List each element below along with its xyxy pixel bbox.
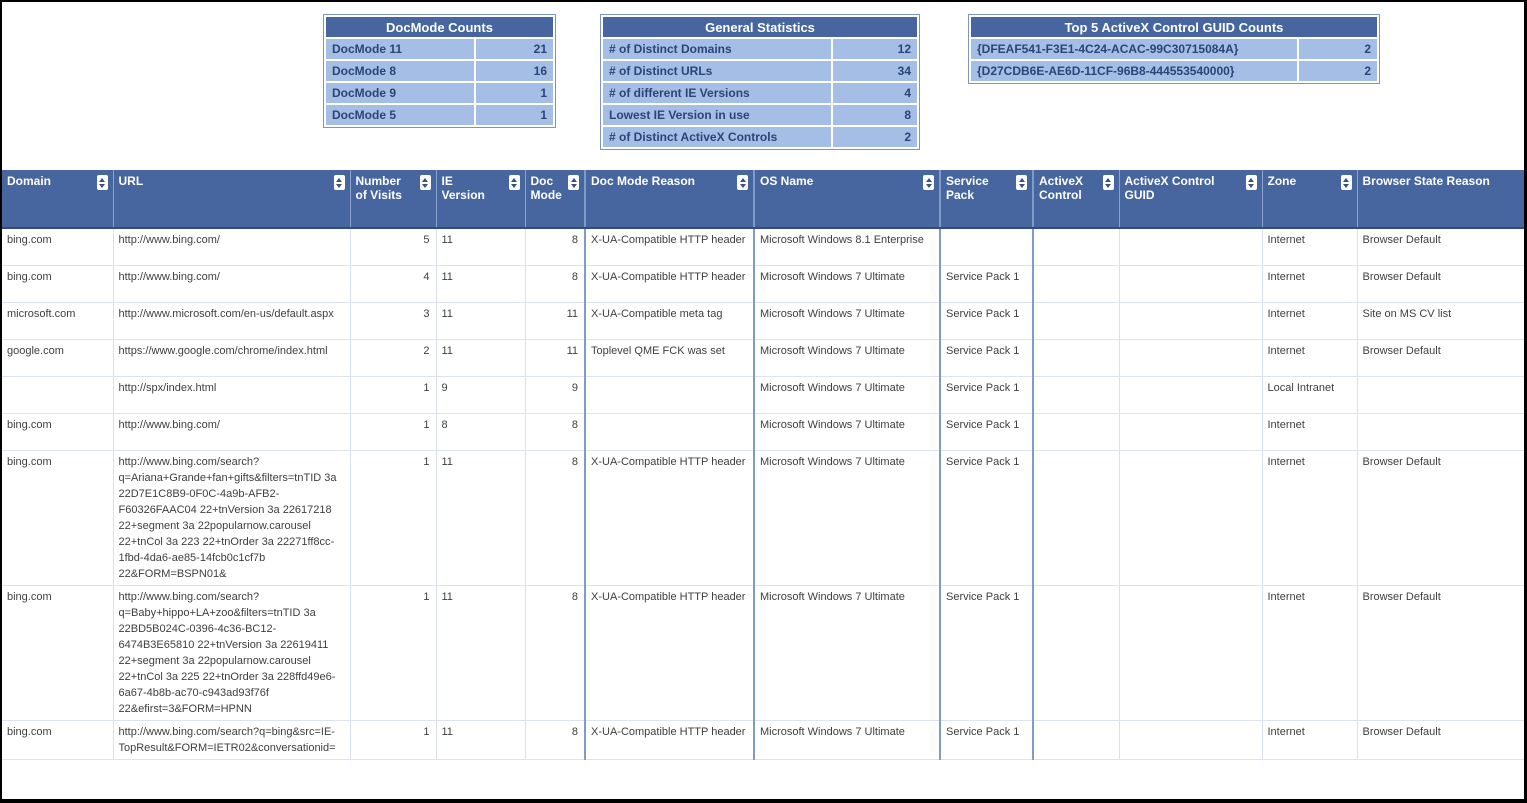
summary-row-value: 1 [476, 105, 553, 125]
summary-row-value: 16 [476, 61, 553, 81]
column-header-browser-state-reason[interactable] [1357, 170, 1524, 228]
cell-zone: Internet [1262, 450, 1357, 585]
summary-row [326, 105, 553, 125]
column-header-label: Doc Mode Reason [591, 174, 696, 188]
cell-url: http://www.bing.com/ [113, 265, 350, 302]
sort-up-arrow-icon [1343, 178, 1349, 182]
cell-doc-mode-reason [585, 413, 754, 450]
sort-icon[interactable] [1341, 175, 1352, 190]
cell-os-name: Microsoft Windows 7 Ultimate [754, 376, 940, 413]
cell-activex-control-guid [1119, 339, 1262, 376]
sort-up-arrow-icon [336, 178, 342, 182]
cell-doc-mode: 8 [525, 228, 585, 265]
summary-row [603, 127, 917, 147]
summary-row [326, 39, 553, 59]
sort-icon[interactable] [737, 175, 748, 190]
cell-visits: 2 [350, 339, 436, 376]
cell-doc-mode-reason: X-UA-Compatible HTTP header [585, 228, 754, 265]
cell-doc-mode: 11 [525, 302, 585, 339]
summary-row-label: DocMode 9 [326, 83, 474, 103]
sort-up-arrow-icon [1105, 178, 1111, 182]
general-statistics-table [600, 14, 920, 150]
summary-row-label: DocMode 11 [326, 39, 474, 59]
summary-row-value: 34 [833, 61, 917, 81]
cell-domain: google.com [2, 339, 113, 376]
site-discovery-table [2, 170, 1524, 760]
cell-service-pack: Service Pack 1 [940, 302, 1033, 339]
sort-up-arrow-icon [1248, 178, 1254, 182]
column-header-label: ActiveX Control GUID [1124, 174, 1215, 202]
table-row [2, 450, 1524, 585]
column-header-os-name[interactable] [754, 170, 940, 228]
cell-activex-control [1033, 376, 1119, 413]
cell-url: http://www.bing.com/search?q=Ariana+Grande+fan+gifts&filters=tnTID 3a 22D7E1C8B9-0F0C-4a9b-AFB2-F60326FAAC04 22+tnVersion 3a 22617218 22+segment 3a 22popularnow.carousel 22+tnCol 3a 223 22+tnOrder 3a 22271ff8cc-1fbd-4da6-ae85-14fcb0c1cf7b 22&FORM=BSPN01& [113, 450, 350, 585]
cell-visits: 1 [350, 585, 436, 720]
cell-doc-mode: 8 [525, 585, 585, 720]
summary-row-label: DocMode 8 [326, 61, 474, 81]
cell-service-pack: Service Pack 1 [940, 339, 1033, 376]
cell-os-name: Microsoft Windows 7 Ultimate [754, 413, 940, 450]
cell-zone: Internet [1262, 413, 1357, 450]
sort-down-arrow-icon [1105, 184, 1111, 188]
sort-up-arrow-icon [1019, 178, 1025, 182]
cell-activex-control [1033, 413, 1119, 450]
table-row [2, 228, 1524, 265]
sort-up-arrow-icon [99, 178, 105, 182]
summary-row [603, 61, 917, 81]
cell-visits: 3 [350, 302, 436, 339]
cell-activex-control [1033, 228, 1119, 265]
cell-activex-control-guid [1119, 413, 1262, 450]
general-statistics-title: General Statistics [603, 17, 917, 37]
docmode-counts-title: DocMode Counts [326, 17, 553, 37]
cell-activex-control-guid [1119, 228, 1262, 265]
column-header-label: Domain [7, 174, 52, 188]
column-header-label: Zone [1267, 174, 1297, 188]
sort-down-arrow-icon [740, 184, 746, 188]
cell-zone: Internet [1262, 302, 1357, 339]
column-header-doc-mode[interactable] [525, 170, 585, 228]
sort-up-arrow-icon [422, 178, 428, 182]
cell-browser-state-reason [1357, 376, 1524, 413]
cell-url: http://www.bing.com/ [113, 413, 350, 450]
cell-os-name: Microsoft Windows 7 Ultimate [754, 339, 940, 376]
cell-service-pack [940, 228, 1033, 265]
cell-doc-mode-reason: X-UA-Compatible HTTP header [585, 585, 754, 720]
cell-browser-state-reason: Browser Default [1357, 228, 1524, 265]
summary-row [326, 61, 553, 81]
cell-os-name: Microsoft Windows 8.1 Enterprise [754, 228, 940, 265]
cell-visits: 5 [350, 228, 436, 265]
cell-activex-control-guid [1119, 720, 1262, 759]
column-header-activex-control-guid[interactable] [1119, 170, 1262, 228]
column-header-label: Browser State Reason [1362, 174, 1490, 188]
cell-activex-control [1033, 720, 1119, 759]
sort-down-arrow-icon [926, 184, 932, 188]
table-header-row [2, 170, 1524, 228]
cell-activex-control [1033, 450, 1119, 585]
table-row [2, 265, 1524, 302]
cell-ie-version: 11 [436, 228, 525, 265]
column-header-ie-version[interactable] [436, 170, 525, 228]
table-row [2, 720, 1524, 759]
top5-activex-guid-counts-title: Top 5 ActiveX Control GUID Counts [971, 17, 1377, 37]
cell-doc-mode: 8 [525, 450, 585, 585]
summary-row-value: 2 [833, 127, 917, 147]
sort-down-arrow-icon [511, 184, 517, 188]
sort-down-arrow-icon [1248, 184, 1254, 188]
cell-ie-version: 8 [436, 413, 525, 450]
cell-service-pack: Service Pack 1 [940, 376, 1033, 413]
cell-url: http://www.bing.com/search?q=Baby+hippo+LA+zoo&filters=tnTID 3a 22BD5B024C-0396-4c36-BC12-6474B3E65810 22+tnVersion 3a 22619411 22+segment 3a 22popularnow.carousel 22+tnCol 3a 225 22+tnOrder 3a 228ffd49e6-6a67-4b8b-ac70-c943ad93f76f 22&efirst=3&FORM=HPNN [113, 585, 350, 720]
main-table-viewport [2, 170, 1524, 799]
sort-icon[interactable] [568, 175, 579, 190]
cell-activex-control-guid [1119, 376, 1262, 413]
column-header-activex-control[interactable] [1033, 170, 1119, 228]
cell-domain: bing.com [2, 585, 113, 720]
cell-doc-mode: 8 [525, 720, 585, 759]
cell-domain [2, 376, 113, 413]
cell-url: http://www.bing.com/ [113, 228, 350, 265]
cell-zone: Internet [1262, 720, 1357, 759]
sort-icon[interactable] [420, 175, 431, 190]
cell-service-pack: Service Pack 1 [940, 585, 1033, 720]
cell-doc-mode-reason [585, 376, 754, 413]
summary-row-value: 8 [833, 105, 917, 125]
summary-row [603, 39, 917, 59]
summary-row-value: 12 [833, 39, 917, 59]
table-row [2, 585, 1524, 720]
cell-zone: Internet [1262, 339, 1357, 376]
cell-activex-control-guid [1119, 302, 1262, 339]
cell-doc-mode-reason: X-UA-Compatible HTTP header [585, 720, 754, 759]
summary-row-label: # of Distinct Domains [603, 39, 831, 59]
cell-domain: bing.com [2, 720, 113, 759]
sort-icon[interactable] [1246, 175, 1257, 190]
column-header-zone[interactable] [1262, 170, 1357, 228]
cell-ie-version: 9 [436, 376, 525, 413]
summary-row [326, 83, 553, 103]
cell-visits: 1 [350, 376, 436, 413]
summary-row [603, 83, 917, 103]
cell-zone: Internet [1262, 585, 1357, 720]
cell-activex-control-guid [1119, 585, 1262, 720]
summary-row [971, 61, 1377, 81]
summary-row-value: 1 [476, 83, 553, 103]
cell-url: http://www.bing.com/search?q=bing&src=IE-TopResult&FORM=IETR02&conversationid= [113, 720, 350, 759]
cell-ie-version: 11 [436, 339, 525, 376]
cell-browser-state-reason: Browser Default [1357, 450, 1524, 585]
cell-activex-control-guid [1119, 265, 1262, 302]
table-row [2, 339, 1524, 376]
sort-icon[interactable] [1103, 175, 1114, 190]
cell-browser-state-reason: Browser Default [1357, 585, 1524, 720]
column-header-label: Doc Mode [530, 174, 562, 202]
column-header-label: IE Version [441, 174, 485, 202]
cell-domain: bing.com [2, 228, 113, 265]
cell-ie-version: 11 [436, 302, 525, 339]
cell-zone: Internet [1262, 265, 1357, 302]
table-row [2, 376, 1524, 413]
cell-doc-mode: 8 [525, 413, 585, 450]
summary-row-value: 2 [1299, 39, 1377, 59]
cell-domain: bing.com [2, 450, 113, 585]
cell-browser-state-reason: Browser Default [1357, 339, 1524, 376]
summary-row-label: # of different IE Versions [603, 83, 831, 103]
column-header-url[interactable] [113, 170, 350, 228]
sort-icon[interactable] [334, 175, 345, 190]
column-header-label: URL [118, 174, 144, 188]
column-header-label: ActiveX Control [1039, 174, 1084, 202]
cell-browser-state-reason: Browser Default [1357, 265, 1524, 302]
cell-visits: 1 [350, 720, 436, 759]
cell-ie-version: 11 [436, 450, 525, 585]
cell-browser-state-reason [1357, 413, 1524, 450]
sort-icon[interactable] [509, 175, 520, 190]
sort-up-arrow-icon [511, 178, 517, 182]
cell-zone: Internet [1262, 228, 1357, 265]
cell-ie-version: 11 [436, 265, 525, 302]
cell-ie-version: 11 [436, 585, 525, 720]
summary-row-value: 2 [1299, 61, 1377, 81]
sort-icon[interactable] [1016, 175, 1027, 190]
sort-down-arrow-icon [1019, 184, 1025, 188]
sort-down-arrow-icon [336, 184, 342, 188]
summary-row-label: {DFEAF541-F3E1-4C24-ACAC-99C30715084A} [971, 39, 1297, 59]
cell-doc-mode: 11 [525, 339, 585, 376]
cell-url: http://www.microsoft.com/en-us/default.aspx [113, 302, 350, 339]
column-header-visits[interactable] [350, 170, 436, 228]
cell-domain: microsoft.com [2, 302, 113, 339]
cell-doc-mode-reason: X-UA-Compatible HTTP header [585, 265, 754, 302]
column-header-doc-mode-reason[interactable] [585, 170, 754, 228]
cell-service-pack: Service Pack 1 [940, 265, 1033, 302]
column-header-service-pack[interactable] [940, 170, 1033, 228]
cell-domain: bing.com [2, 413, 113, 450]
top5-activex-guid-counts-table [968, 14, 1380, 84]
table-row [2, 302, 1524, 339]
cell-os-name: Microsoft Windows 7 Ultimate [754, 585, 940, 720]
cell-os-name: Microsoft Windows 7 Ultimate [754, 265, 940, 302]
summary-row-label: # of Distinct ActiveX Controls [603, 127, 831, 147]
column-header-domain[interactable] [2, 170, 113, 228]
cell-doc-mode: 9 [525, 376, 585, 413]
cell-visits: 1 [350, 450, 436, 585]
cell-os-name: Microsoft Windows 7 Ultimate [754, 720, 940, 759]
docmode-counts-table [323, 14, 556, 128]
table-row [2, 413, 1524, 450]
cell-activex-control-guid [1119, 450, 1262, 585]
cell-ie-version: 11 [436, 720, 525, 759]
summary-row-label: Lowest IE Version in use [603, 105, 831, 125]
cell-doc-mode-reason: Toplevel QME FCK was set [585, 339, 754, 376]
sort-down-arrow-icon [1343, 184, 1349, 188]
cell-domain: bing.com [2, 265, 113, 302]
sort-up-arrow-icon [740, 178, 746, 182]
cell-url: https://www.google.com/chrome/index.html [113, 339, 350, 376]
cell-url: http://spx/index.html [113, 376, 350, 413]
cell-activex-control [1033, 585, 1119, 720]
summary-row-value: 21 [476, 39, 553, 59]
cell-service-pack: Service Pack 1 [940, 720, 1033, 759]
cell-doc-mode-reason: X-UA-Compatible HTTP header [585, 450, 754, 585]
sort-down-arrow-icon [571, 184, 577, 188]
sort-up-arrow-icon [926, 178, 932, 182]
cell-zone: Local Intranet [1262, 376, 1357, 413]
summary-row-label: {D27CDB6E-AE6D-11CF-96B8-444553540000} [971, 61, 1297, 81]
sort-up-arrow-icon [571, 178, 577, 182]
sort-down-arrow-icon [422, 184, 428, 188]
sort-down-arrow-icon [99, 184, 105, 188]
column-header-label: Service Pack [946, 174, 989, 202]
summary-row-label: # of Distinct URLs [603, 61, 831, 81]
summary-row [603, 105, 917, 125]
sort-icon[interactable] [97, 175, 108, 190]
cell-service-pack: Service Pack 1 [940, 450, 1033, 585]
cell-browser-state-reason: Site on MS CV list [1357, 302, 1524, 339]
cell-doc-mode-reason: X-UA-Compatible meta tag [585, 302, 754, 339]
cell-browser-state-reason: Browser Default [1357, 720, 1524, 759]
cell-visits: 4 [350, 265, 436, 302]
cell-doc-mode: 8 [525, 265, 585, 302]
cell-visits: 1 [350, 413, 436, 450]
summary-row [971, 39, 1377, 59]
sort-icon[interactable] [923, 175, 934, 190]
summary-row-value: 4 [833, 83, 917, 103]
column-header-label: Number of Visits [355, 174, 402, 202]
cell-os-name: Microsoft Windows 7 Ultimate [754, 302, 940, 339]
column-header-label: OS Name [760, 174, 814, 188]
summary-row-label: DocMode 5 [326, 105, 474, 125]
cell-activex-control [1033, 302, 1119, 339]
cell-os-name: Microsoft Windows 7 Ultimate [754, 450, 940, 585]
cell-activex-control [1033, 265, 1119, 302]
cell-service-pack: Service Pack 1 [940, 413, 1033, 450]
cell-activex-control [1033, 339, 1119, 376]
